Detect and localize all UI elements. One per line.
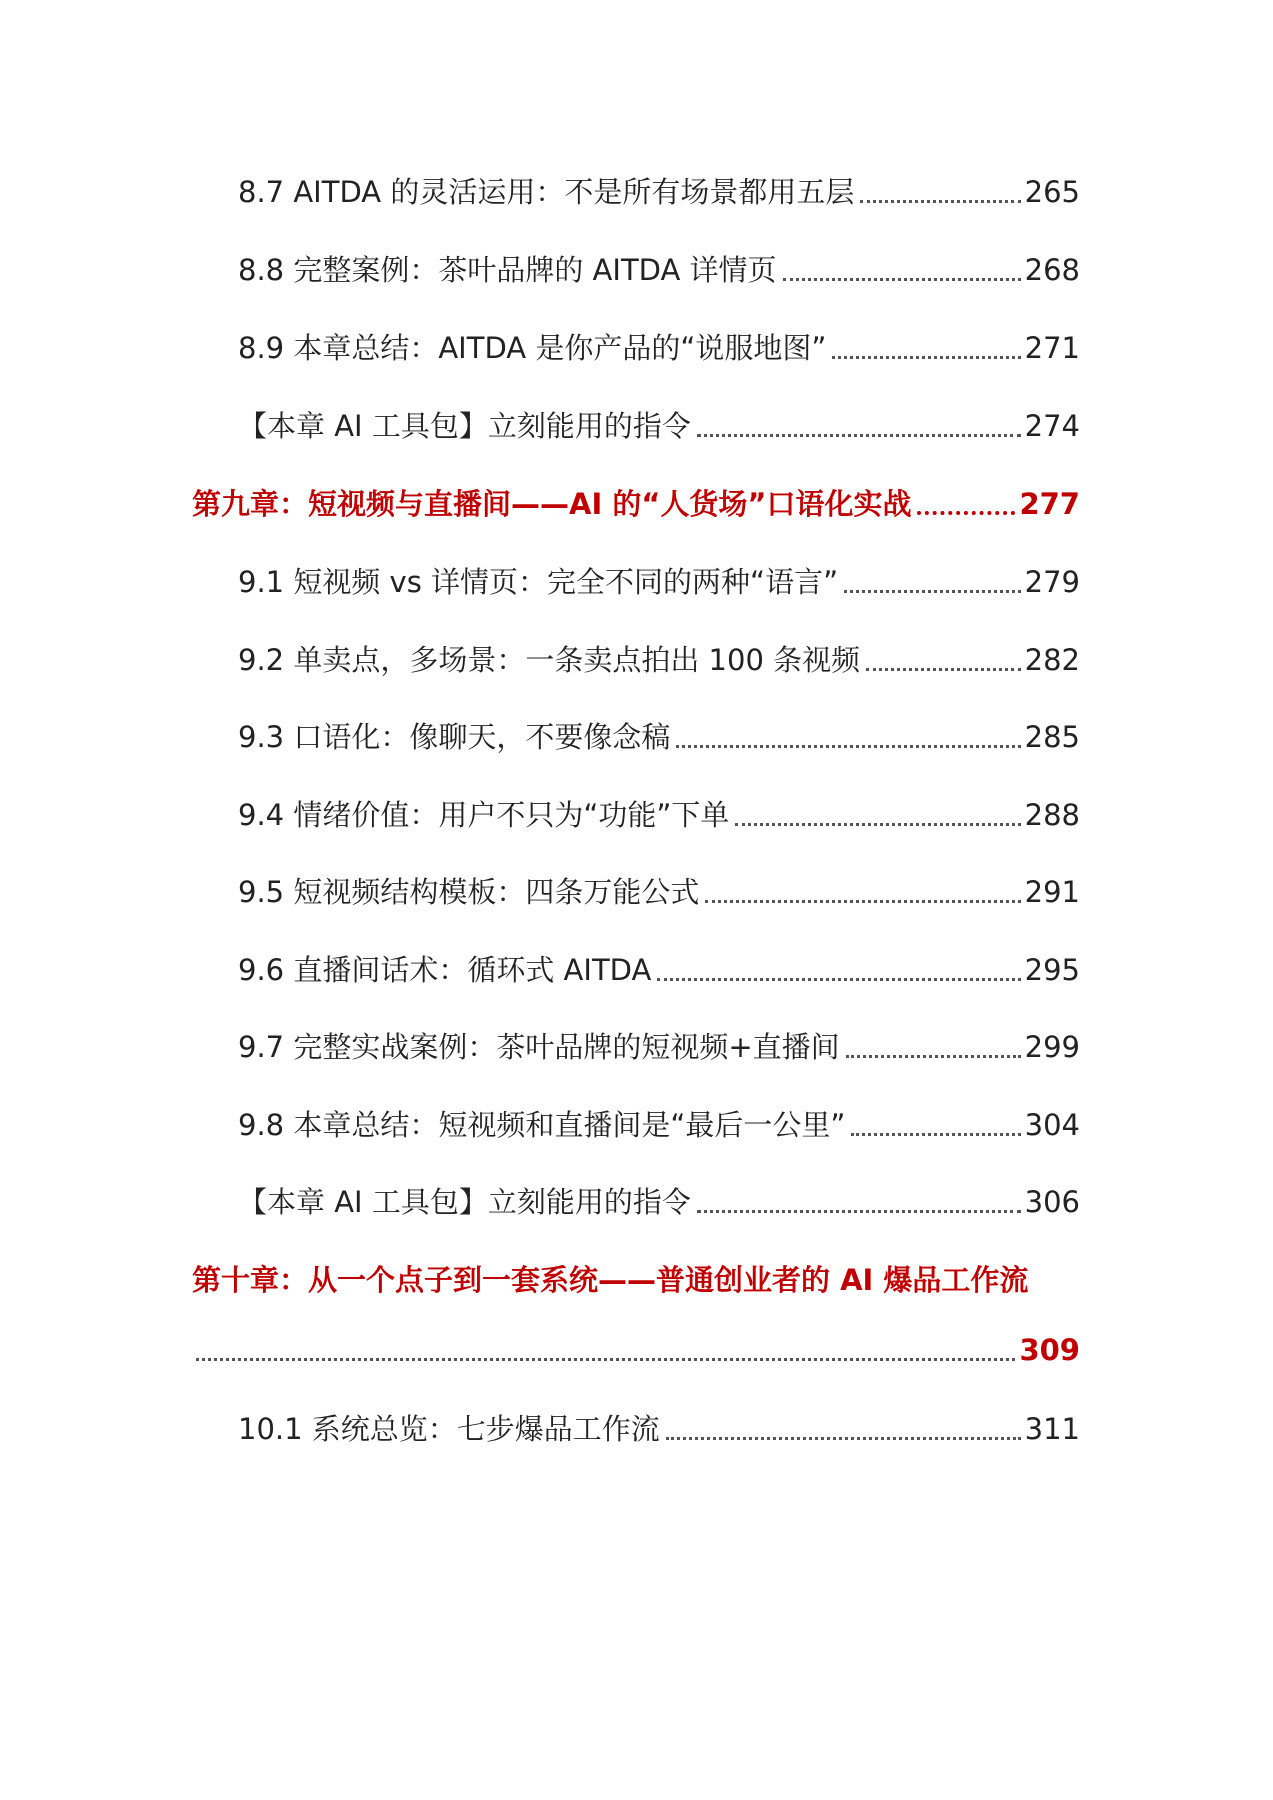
toc-entry-page: 311 <box>1024 1412 1080 1446</box>
dot-leader <box>666 1407 1021 1440</box>
toc-entry-page: 279 <box>1024 565 1080 599</box>
toc-entry-page: 295 <box>1024 953 1080 987</box>
dot-leader <box>866 638 1021 671</box>
toc-entry-title: 10.1 系统总览：七步爆品工作流 <box>238 1412 660 1446</box>
toc-entry-9-4[interactable] <box>238 795 1080 835</box>
toc-entry-10-1[interactable] <box>238 1409 1080 1449</box>
toc-entry-title: 9.2 单卖点，多场景：一条卖点拍出 100 条视频 <box>238 643 861 677</box>
dot-leader <box>735 793 1020 826</box>
toc-entry-8-7[interactable] <box>238 172 1080 212</box>
toc-entry-8-9[interactable] <box>238 328 1080 368</box>
dot-leader <box>676 715 1020 748</box>
toc-entry-page: 299 <box>1024 1030 1080 1064</box>
toc-entry-9-1[interactable] <box>238 562 1080 602</box>
toc-chapter-10-leader-line[interactable] <box>192 1330 1080 1370</box>
dot-leader <box>860 170 1020 203</box>
dot-leader <box>705 870 1020 903</box>
dot-leader <box>844 560 1021 593</box>
toc-entry-title: 8.8 完整案例：茶叶品牌的 AITDA 详情页 <box>238 253 777 287</box>
toc-entry-page: 268 <box>1024 253 1080 287</box>
toc-entry-title: 8.9 本章总结：AITDA 是你产品的“说服地图” <box>238 331 827 365</box>
dot-leader <box>657 948 1020 981</box>
toc-entry-page: 291 <box>1024 875 1080 909</box>
toc-entry-title: 9.7 完整实战案例：茶叶品牌的短视频+直播间 <box>238 1030 840 1064</box>
toc-entry-title: 9.3 口语化：像聊天，不要像念稿 <box>238 720 671 754</box>
dot-leader <box>917 481 1015 515</box>
toc-entry-9-5[interactable] <box>238 872 1080 912</box>
dot-leader <box>783 248 1021 281</box>
toc-entry-8-8[interactable] <box>238 250 1080 290</box>
toc-entry-title: 9.4 情绪价值：用户不只为“功能”下单 <box>238 798 730 832</box>
toc-entry-9-2[interactable] <box>238 640 1080 680</box>
toc-entry-ch8-toolkit[interactable] <box>238 406 1080 446</box>
toc-entry-page: 304 <box>1024 1108 1080 1142</box>
toc-chapter-page: 277 <box>1019 487 1080 521</box>
toc-chapter-10[interactable] <box>192 1260 1080 1300</box>
toc-entry-9-6[interactable] <box>238 950 1080 990</box>
toc-entry-title: 【本章 AI 工具包】立刻能用的指令 <box>238 1185 691 1219</box>
toc-entry-9-7[interactable] <box>238 1027 1080 1067</box>
dot-leader <box>846 1025 1021 1058</box>
dot-leader <box>697 404 1021 437</box>
toc-entry-page: 285 <box>1024 720 1080 754</box>
dot-leader <box>697 1180 1021 1213</box>
toc-entry-page: 274 <box>1024 409 1080 443</box>
toc-entry-9-3[interactable] <box>238 717 1080 757</box>
toc-entry-page: 271 <box>1024 331 1080 365</box>
toc-entry-title: 9.5 短视频结构模板：四条万能公式 <box>238 875 700 909</box>
toc-entry-title: 【本章 AI 工具包】立刻能用的指令 <box>238 409 691 443</box>
toc-entry-page: 282 <box>1024 643 1080 677</box>
toc-entry-page: 288 <box>1024 798 1080 832</box>
toc-entry-title: 8.7 AITDA 的灵活运用：不是所有场景都用五层 <box>238 175 855 209</box>
dot-leader <box>851 1103 1020 1136</box>
toc-entry-title: 9.1 短视频 vs 详情页：完全不同的两种“语言” <box>238 565 839 599</box>
toc-entry-page: 306 <box>1024 1185 1080 1219</box>
toc-entry-9-8[interactable] <box>238 1105 1080 1145</box>
toc-entry-title: 9.6 直播间话术：循环式 AITDA <box>238 953 652 987</box>
toc-entry-ch9-toolkit[interactable] <box>238 1182 1080 1222</box>
dot-leader <box>832 326 1020 359</box>
toc-entry-title: 9.8 本章总结：短视频和直播间是“最后一公里” <box>238 1108 846 1142</box>
toc-chapter-title: 第九章：短视频与直播间——AI 的“人货场”口语化实战 <box>192 487 912 521</box>
toc-entry-page: 265 <box>1024 175 1080 209</box>
toc-chapter-9[interactable] <box>192 484 1080 524</box>
dot-leader <box>196 1328 1015 1361</box>
toc-chapter-page: 309 <box>1019 1333 1080 1367</box>
toc-chapter-title: 第十章：从一个点子到一套系统——普通创业者的 AI 爆品工作流 <box>192 1263 1029 1297</box>
